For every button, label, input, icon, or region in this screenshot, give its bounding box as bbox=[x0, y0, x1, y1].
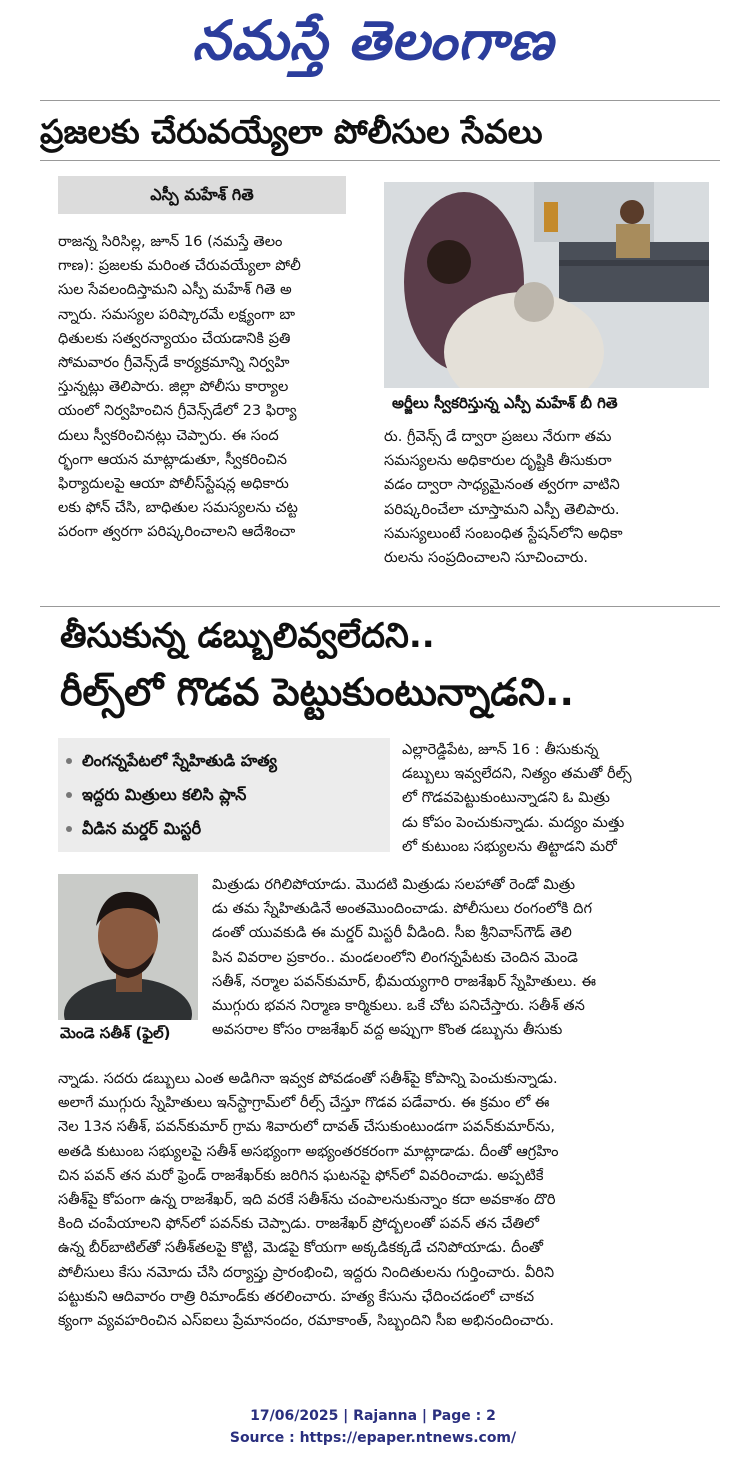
text-line: డు తమ స్నేహితుడినే అంతమొందించాడు. పోలీసులు రంగంలోకి దిగ bbox=[212, 900, 592, 918]
text-line: దులు స్వీకరించినట్లు చెప్పారు. ఈ సంద bbox=[58, 426, 279, 444]
text-line: లో గొడవపెట్టుకుంటున్నాడని ఓ మిత్రు bbox=[402, 789, 610, 807]
text-line: పట్టుకుని ఆదివారం రాత్రి రిమాండ్‌కు తరలించారు. హత్య కేసును ఛేదించడంలో చాకచ bbox=[58, 1287, 535, 1305]
text-line: సుల సేవలందిస్తామని ఎస్పీ మహేశ్ గితె అ bbox=[58, 281, 292, 299]
source-link[interactable]: Source : https://epaper.ntnews.com/ bbox=[229, 1430, 517, 1446]
page-footer bbox=[0, 1405, 746, 1449]
text-line: ర్భంగా ఆయన మాట్లాడుతూ, స్వీకరించిన bbox=[58, 450, 287, 468]
edition-info: 17/06/2025 | Rajanna | Page : 2 bbox=[250, 1408, 496, 1424]
text-line: డు కోపం పెంచుకున్నాడు. మద్యం మత్తు bbox=[402, 813, 625, 831]
highlight-item bbox=[58, 778, 390, 812]
text-line: పిన వివరాల ప్రకారం.. మండలంలోని లింగన్నపేటకు చెందిన మెండె bbox=[212, 948, 578, 966]
text-line: ముగ్గురు భవన నిర్మాణ కార్మికులు. ఒకే చోట పనిచేస్తారు. సతీశ్ తన bbox=[212, 997, 585, 1015]
highlight-text: లింగన్నపేటలో స్నేహితుడి హత్య bbox=[82, 751, 277, 770]
text-line: మిత్రుడు రగిలిపోయాడు. మొదటి మిత్రుడు సలహాతో రెండో మిత్రు bbox=[212, 876, 576, 893]
article2-photo-caption: మెండె సతీశ్ (ఫైల్) bbox=[60, 1024, 171, 1042]
text-line: డబ్బులు ఇవ్వలేదని, నిత్యం తమతో రీల్స్ bbox=[402, 765, 632, 783]
masthead-divider bbox=[40, 100, 720, 101]
text-line: ఫిర్యాదులపై ఆయా పోలీస్‌స్టేషన్ల అధికారు bbox=[58, 475, 289, 493]
text-line: సమస్యలను అధికారుల దృష్టికి తీసుకురా bbox=[384, 452, 612, 470]
article1-photo-caption: అర్జీలు స్వీకరిస్తున్న ఎస్పీ మహేశ్ బీ గితె bbox=[392, 394, 618, 412]
text-line: అతడి కుటుంబ సభ్యులపై సతీశ్ అసభ్యంగా అభ్యంతరకరంగా మాట్లాడాడు. దీంతో ఆగ్రహిం bbox=[58, 1142, 559, 1160]
text-line: చిన పవన్ తన మరో ఫ్రెండ్ రాజశేఖర్‌కు జరిగిన ఘటనపై ఫోన్‌లో వివరించాడు. అప్పటికే bbox=[58, 1166, 544, 1184]
text-line: లో కుటుంబ సభ్యులను తిట్టాడని మరో bbox=[402, 837, 617, 855]
text-line: సతీశ్, నర్మాల పవన్‌కుమార్, భీమయ్యగారి రాజశేఖర్ స్నేహితులు. ఈ bbox=[212, 972, 597, 990]
headline-divider bbox=[40, 160, 720, 161]
text-line: గాణ): ప్రజలకు మరింత చేరువయ్యేలా పోలీ bbox=[58, 257, 301, 275]
article2-headline-line1: తీసుకున్న డబ్బులివ్వలేదని.. bbox=[60, 616, 435, 656]
text-line: అవసరాల కోసం రాజశేఖర్ వద్ద అప్పుగా కొంత డబ్బును తీసుకు bbox=[212, 1021, 563, 1039]
text-line: సతీశ్‌పై కోపంగా ఉన్న రాజశేఖర్, ఇది వరకే సతీశ్‌ను చంపాలనుకున్నాం కదా అవకాశం దొరి bbox=[58, 1191, 556, 1209]
bullet-dot bbox=[66, 792, 72, 798]
text-line: పోలీసులు కేసు నమోదు చేసి దర్యాప్తు ప్రారంభించి, ఇద్దరు నిందితులను గుర్తించారు. వీరిని bbox=[58, 1263, 555, 1281]
text-line: క్యంగా వ్యవహరించిన ఎస్ఐలు ప్రేమానందం, రమాకాంత్, సిబ్బందిని సీఐ అభినందించారు. bbox=[58, 1312, 554, 1330]
highlight-item bbox=[58, 744, 390, 778]
text-line: సమస్యలుంటే సంబంధిత స్టేషన్‌లోని అధికా bbox=[384, 524, 623, 542]
text-line: రు. గ్రీవెన్స్ డే ద్వారా ప్రజలు నేరుగా తమ bbox=[384, 428, 612, 445]
article2-column-full bbox=[58, 1067, 710, 1333]
accused-victim-photo bbox=[58, 874, 198, 1020]
newspaper-masthead: నమస్తే తెలంగాణ bbox=[192, 8, 554, 72]
article2-headline-line2: రీల్స్‌లో గొడవ పెట్టుకుంటున్నాడని.. bbox=[60, 670, 574, 714]
article2-column-right bbox=[402, 738, 710, 859]
text-line: న్నారు. సమస్యల పరిష్కారమే లక్ష్యంగా బా bbox=[58, 305, 295, 323]
grievance-day-photo bbox=[384, 182, 709, 388]
article-divider bbox=[40, 606, 720, 607]
grievance-day-illustration bbox=[384, 182, 709, 388]
text-line: యంలో నిర్వహించిన గ్రీవెన్స్‌డేలో 23 ఫిర్యా bbox=[58, 402, 297, 420]
text-line: న్నాడు. సదరు డబ్బులు ఎంత అడిగినా ఇవ్వక పోవడంతో సతీశ్‌పై కోపాన్ని పెంచుకున్నాడు. bbox=[58, 1070, 558, 1087]
article1-column-left bbox=[58, 230, 368, 545]
portrait-illustration bbox=[58, 874, 198, 1020]
text-line: పరిష్కరించేలా చూస్తామని ఎస్పీ తెలిపారు. bbox=[384, 500, 620, 518]
article1-byline: ఎస్పీ మహేశ్ గితె bbox=[58, 176, 346, 214]
article2-highlights-box bbox=[58, 738, 390, 852]
text-line: అలాగే ముగ్గురు స్నేహితులు ఇన్‌స్టాగ్రామ్‌లో రీల్స్ చేస్తూ గొడవ పడేవారు. ఈ క్రమం లో ఈ bbox=[58, 1094, 550, 1112]
article1-column-right bbox=[384, 425, 709, 570]
text-line: రులను సంప్రదించాలని సూచించారు. bbox=[384, 549, 589, 567]
text-line: వడం ద్వారా సాధ్యమైనంత త్వరగా వాటిని bbox=[384, 476, 620, 494]
bullet-dot bbox=[66, 758, 72, 764]
highlight-text: వీడిన మర్డర్ మిస్టరీ bbox=[82, 819, 202, 838]
article2-column-beside-photo bbox=[212, 873, 710, 1042]
text-line: సోమవారం గ్రీవెన్స్‌డే కార్యక్రమాన్ని నిర్వహి bbox=[58, 354, 290, 372]
bullet-dot bbox=[66, 826, 72, 832]
highlight-text: ఇద్దరు మిత్రులు కలిసి ప్లాన్ bbox=[82, 785, 247, 804]
highlight-item bbox=[58, 812, 390, 846]
text-line: స్తున్నట్లు తెలిపారు. జిల్లా పోలీసు కార్యాల bbox=[58, 378, 289, 396]
article1-headline: ప్రజలకు చేరువయ్యేలా పోలీసుల సేవలు bbox=[40, 112, 543, 151]
text-line: ధితులకు సత్వరన్యాయం చేయడానికి ప్రతి bbox=[58, 329, 291, 347]
text-line: పరంగా త్వరగా పరిష్కరించాలని ఆదేశించా bbox=[58, 523, 296, 541]
text-line: నెల 13న సతీశ్, పవన్‌కుమార్ గ్రామ శివారులో దావత్ చేసుకుంటుండగా పవన్‌కుమార్‌ను, bbox=[58, 1118, 555, 1136]
text-line: ఉన్న బీర్‌బాటిల్‌తో సతీశ్‌తలపై కొట్టి, మెడపై కోయగా అక్కడికక్కడే చనిపోయాడు. దీంతో bbox=[58, 1239, 544, 1257]
text-line: డంతో యువకుడి ఈ మర్డర్ మిస్టరీ వీడింది. సీఐ శ్రీనివాస్‌గౌడ్ తెలి bbox=[212, 924, 572, 942]
text-line: ఎల్లారెడ్డిపేట, జూన్ 16 : తీసుకున్న bbox=[402, 741, 599, 758]
text-line: లకు ఫోన్ చేసి, బాధితుల సమస్యలను చట్ట bbox=[58, 499, 298, 517]
text-line: కింది చంపేయాలని ఫోన్‌లో పవన్‌కు చెప్పాడు. రాజశేఖర్ ప్రోద్బలంతో పవన్ తన చేతిలో bbox=[58, 1215, 539, 1233]
text-line: రాజన్న సిరిసిల్ల, జూన్ 16 (నమస్తే తెలం bbox=[58, 233, 283, 250]
